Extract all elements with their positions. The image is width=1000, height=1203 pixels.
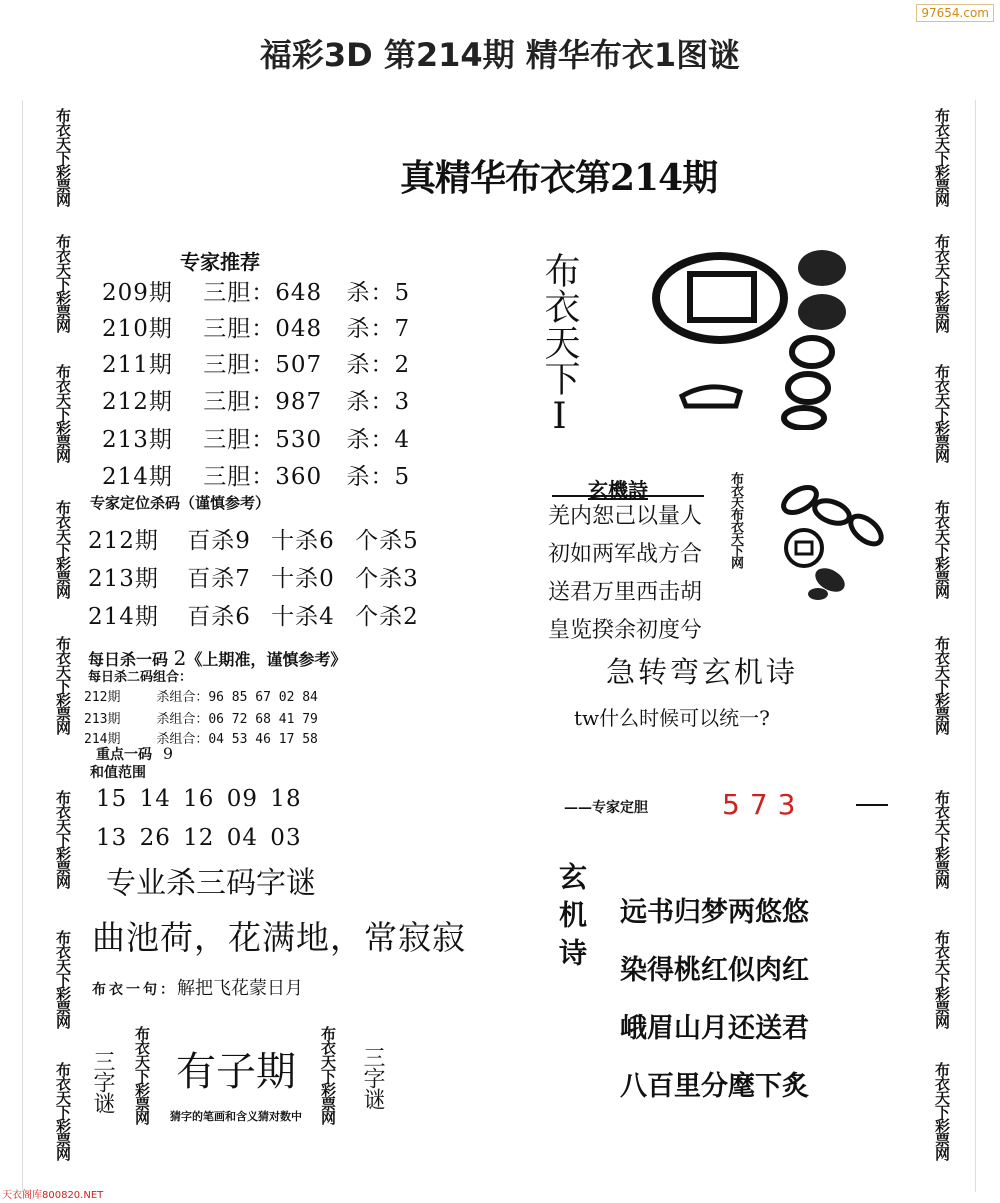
side-label: 布衣天下彩票网 [54, 930, 72, 1028]
expert-dan-label: ——专家定胆 [564, 800, 648, 816]
period: 213期 [88, 566, 159, 592]
ge: 个杀5 [355, 528, 419, 554]
side-label: 布衣天下彩票网 [54, 500, 72, 598]
period: 214期 [102, 464, 173, 490]
period: 212期 [84, 690, 121, 705]
dan: 三胆：987 [203, 389, 323, 415]
riddle-heading: 专业杀三码字谜 [106, 866, 316, 901]
brain-teaser-heading: 急转弯玄机诗 [606, 655, 799, 689]
key-digit-value: 9 [162, 744, 174, 763]
footer-watermark: 天衣阁库800820.NET [2, 1190, 104, 1201]
riddle-hint: 猜字的笔画和含义猜对数中 [170, 1110, 302, 1123]
position-kill-row [88, 522, 419, 555]
side-label: 布衣天下彩票网 [933, 790, 951, 888]
xuanji-side-stamp: 布衣天布衣天下网 [728, 472, 743, 568]
poem-line: 皇览揆余初度兮 [548, 618, 703, 643]
poem-lines [620, 884, 809, 1116]
daily-combo-heading: 每日杀二码组合： [88, 670, 193, 685]
period: 209期 [102, 280, 173, 306]
combo-row [84, 708, 318, 727]
combo: 杀组合：96 85 67 02 84 [156, 690, 318, 705]
poem-line: 羌内恕己以量人 [548, 504, 703, 529]
dan: 三胆：530 [203, 427, 323, 453]
sum-range-row: 13 26 12 04 03 [96, 825, 302, 851]
position-kill-heading: 专家定位杀码（谨慎参考） [90, 494, 271, 512]
bai: 百杀6 [187, 604, 251, 630]
kill: 杀：2 [346, 352, 411, 378]
kill: 杀：7 [346, 316, 411, 342]
riddle-right-tag: 三字谜 [360, 1046, 385, 1109]
xuanji-poem [548, 498, 702, 650]
brain-teaser-question: tw什么时候可以统一? [574, 706, 770, 730]
period: 214期 [88, 604, 159, 630]
expert-row [102, 346, 410, 379]
period: 212期 [88, 528, 159, 554]
page-title: 福彩3D 第214期 精华布衣1图谜 [259, 36, 741, 74]
side-label: 布衣天下彩票网 [54, 636, 72, 734]
kill: 杀：3 [346, 389, 411, 415]
combo: 杀组合：04 53 46 17 58 [156, 732, 318, 747]
poem-line: 送君万里西击胡 [548, 580, 703, 605]
side-label: 布衣天下彩票网 [933, 108, 951, 206]
sum-range-row: 15 14 16 09 18 [96, 786, 302, 812]
expert-dan-value: 573 [722, 788, 806, 821]
issue-subtitle: 真精华布衣第214期 [400, 157, 718, 199]
poem-line: 八百里分麾下炙 [620, 1071, 809, 1102]
period: 214期 [84, 732, 121, 747]
poem-line: 染得桃红似肉红 [620, 955, 809, 986]
one-line-text: 解把飞花蒙日月 [177, 978, 303, 999]
expert-row [102, 458, 410, 491]
side-label: 布衣天下彩票网 [54, 364, 72, 462]
expert-row [102, 383, 410, 416]
side-label: 布衣天下彩票网 [133, 1026, 151, 1124]
expert-row [102, 421, 410, 454]
riddle-left-tag: 三字谜 [90, 1050, 115, 1113]
period: 210期 [102, 316, 173, 342]
one-line-label: 布衣一句： [92, 982, 177, 998]
ge: 个杀3 [355, 566, 419, 592]
combo: 杀组合：06 72 68 41 79 [156, 712, 318, 727]
bai: 百杀9 [187, 528, 251, 554]
dan: 三胆：507 [203, 352, 323, 378]
side-label: 布衣天下彩票网 [54, 234, 72, 332]
period: 211期 [102, 352, 173, 378]
side-label: 布衣天下彩票网 [933, 364, 951, 462]
kill: 杀：5 [346, 280, 411, 306]
one-line-riddle [92, 974, 303, 1000]
period: 213期 [84, 712, 121, 727]
poem-line: 初如两军战方合 [548, 542, 703, 567]
dan: 三胆：048 [203, 316, 323, 342]
expert-row [102, 310, 410, 343]
dan: 三胆：648 [203, 280, 323, 306]
sum-range-label: 和值范围 [90, 765, 146, 781]
shi: 十杀6 [271, 528, 335, 554]
period: 213期 [102, 427, 173, 453]
combo-row [84, 686, 318, 705]
daily-kill-value: 2 [173, 646, 187, 670]
key-digit-label: 重点一码 [96, 747, 152, 763]
key-digit [96, 744, 173, 764]
expert-dan-rule [856, 804, 888, 806]
poem-line: 远书归梦两悠悠 [620, 897, 809, 928]
bai: 百杀7 [187, 566, 251, 592]
expert-dan-text: 专家定胆 [592, 800, 648, 816]
dan: 三胆：360 [203, 464, 323, 490]
side-label: 布衣天下彩票网 [54, 108, 72, 206]
side-label: 布衣天下彩票网 [933, 636, 951, 734]
coin-ring-picture [640, 240, 860, 430]
kill: 杀：4 [346, 427, 411, 453]
ge: 个杀2 [355, 604, 419, 630]
shi: 十杀0 [271, 566, 335, 592]
xuanji-heading: 玄機詩 [588, 478, 648, 502]
poem-line: 峨眉山月还送君 [620, 1013, 809, 1044]
site-watermark: 97654.com [916, 4, 994, 22]
side-label: 布衣天下彩票网 [933, 930, 951, 1028]
side-label: 布衣天下彩票网 [319, 1026, 337, 1124]
shi: 十杀4 [271, 604, 335, 630]
picture-label: 布衣天下I [539, 252, 580, 437]
expert-row [102, 274, 410, 307]
daily-kill-note: 《上期准，谨慎参考》 [186, 650, 347, 669]
riddle-text: 曲池荷，花满地，常寂寂 [92, 918, 466, 957]
side-label: 布衣天下彩票网 [933, 1062, 951, 1160]
side-label: 布衣天下彩票网 [933, 234, 951, 332]
side-label: 布衣天下彩票网 [54, 790, 72, 888]
position-kill-row [88, 560, 419, 593]
riddle-center: 有子期 [176, 1049, 296, 1095]
position-kill-row [88, 598, 419, 631]
side-label: 布衣天下彩票网 [54, 1062, 72, 1160]
poem-label: 玄机诗 [555, 862, 588, 976]
daily-kill-label: 每日杀一码 [88, 650, 169, 669]
coin-chain-picture [770, 480, 900, 610]
side-label: 布衣天下彩票网 [933, 500, 951, 598]
period: 212期 [102, 389, 173, 415]
expert-heading: 专家推荐 [180, 250, 260, 274]
kill: 杀：5 [346, 464, 411, 490]
xuanji-divider [552, 495, 704, 497]
